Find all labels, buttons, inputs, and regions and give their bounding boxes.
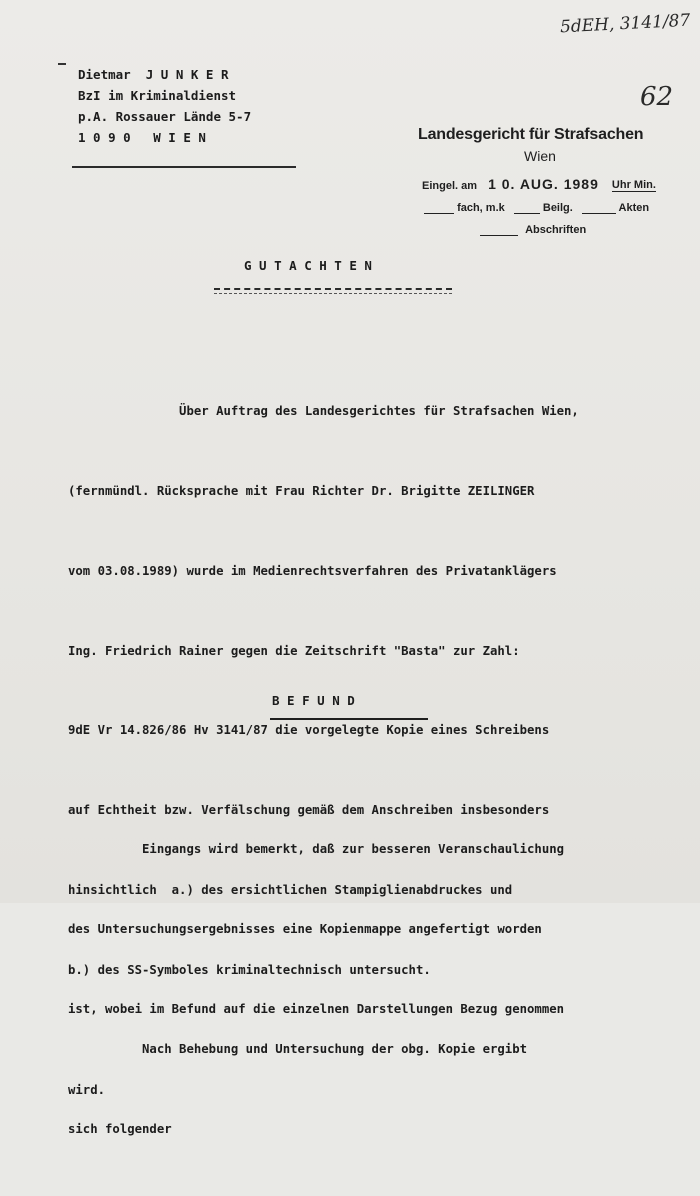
sender-title: BzI im Kriminaldienst (78, 88, 237, 103)
text-line: des Untersuchungsergebnisses eine Kopienmappe angefertigt worden (68, 921, 542, 936)
text-line: auf Echtheit bzw. Verfälschung gemäß dem Anschreiben insbesonders (68, 803, 550, 818)
text-line: Nach Behebung und Untersuchung der obg. Kopie ergibt (68, 1042, 528, 1057)
text-line: ist, wobei im Befund auf die einzelnen Darstellungen Bezug genommen (68, 1002, 565, 1017)
text-line: (fernmündl. Rücksprache mit Frau Richter Dr. Brigitte ZEILINGER (68, 483, 535, 498)
handwritten-reference: 5dEH, 3141/87 (559, 10, 691, 38)
stamp-blank-4 (480, 235, 518, 236)
stamp-abschriften: Abschriften (525, 224, 587, 236)
stamp-row-2 (424, 202, 649, 214)
stamp-blank-3 (582, 213, 616, 214)
text-line: wird. (68, 1082, 106, 1097)
text-line: b.) des SS-Symboles kriminaltechnisch untersucht. (68, 962, 431, 977)
stamp-blank-1 (424, 213, 454, 214)
stamp-court: Landesgericht für Strafsachen (418, 126, 644, 143)
text-line: vom 03.08.1989) wurde im Medienrechtsverfahren des Privatanklägers (68, 563, 557, 578)
margin-dash (58, 63, 66, 65)
stamp-fach: fach, m.k (457, 202, 505, 214)
befund-underline (270, 718, 428, 720)
stamp-akten: Akten (618, 202, 650, 214)
stamp-row-3 (480, 224, 586, 236)
paragraph-2 (68, 782, 700, 1157)
stamp-date: 1 0. AUG. 1989 (488, 176, 599, 192)
sender-address: p.A. Rossauer Lände 5-7 (78, 109, 252, 124)
stamp-received-row (422, 176, 656, 192)
stamp-beilg: Beilg. (542, 202, 573, 214)
text-line: hinsichtlich a.) des ersichtlichen Stampiglienabdruckes und (68, 882, 513, 897)
heading-underline-2 (214, 293, 452, 294)
sender-city: 1 0 9 0 W I E N (78, 130, 206, 145)
stamp-time-label: Uhr Min. (611, 179, 656, 191)
text-line: Ing. Friedrich Rainer gegen die Zeitschrift "Basta" zur Zahl: (68, 643, 520, 658)
court-received-stamp (418, 126, 688, 236)
heading-underline (214, 288, 452, 290)
stamp-blank-2 (514, 213, 540, 214)
text-line: 9dE Vr 14.826/86 Hv 3141/87 die vorgelegte Kopie eines Schreibens (68, 723, 550, 738)
text-line: sich folgender (68, 1122, 172, 1137)
handwritten-page-number: 62 (640, 82, 674, 112)
sender-underline (72, 166, 296, 168)
heading-gutachten: G U T A C H T E N (244, 258, 372, 273)
sender-name: Dietmar J U N K E R (78, 67, 229, 82)
text-line: Eingangs wird bemerkt, daß zur besseren Veranschaulichung (68, 841, 565, 856)
stamp-city: Wien (524, 148, 556, 164)
text-line: Über Auftrag des Landesgerichtes für Strafsachen Wien, (68, 404, 579, 419)
sender-block (78, 64, 251, 148)
stamp-received-label: Eingel. am (422, 180, 478, 192)
heading-befund: B E F U N D (272, 693, 355, 708)
